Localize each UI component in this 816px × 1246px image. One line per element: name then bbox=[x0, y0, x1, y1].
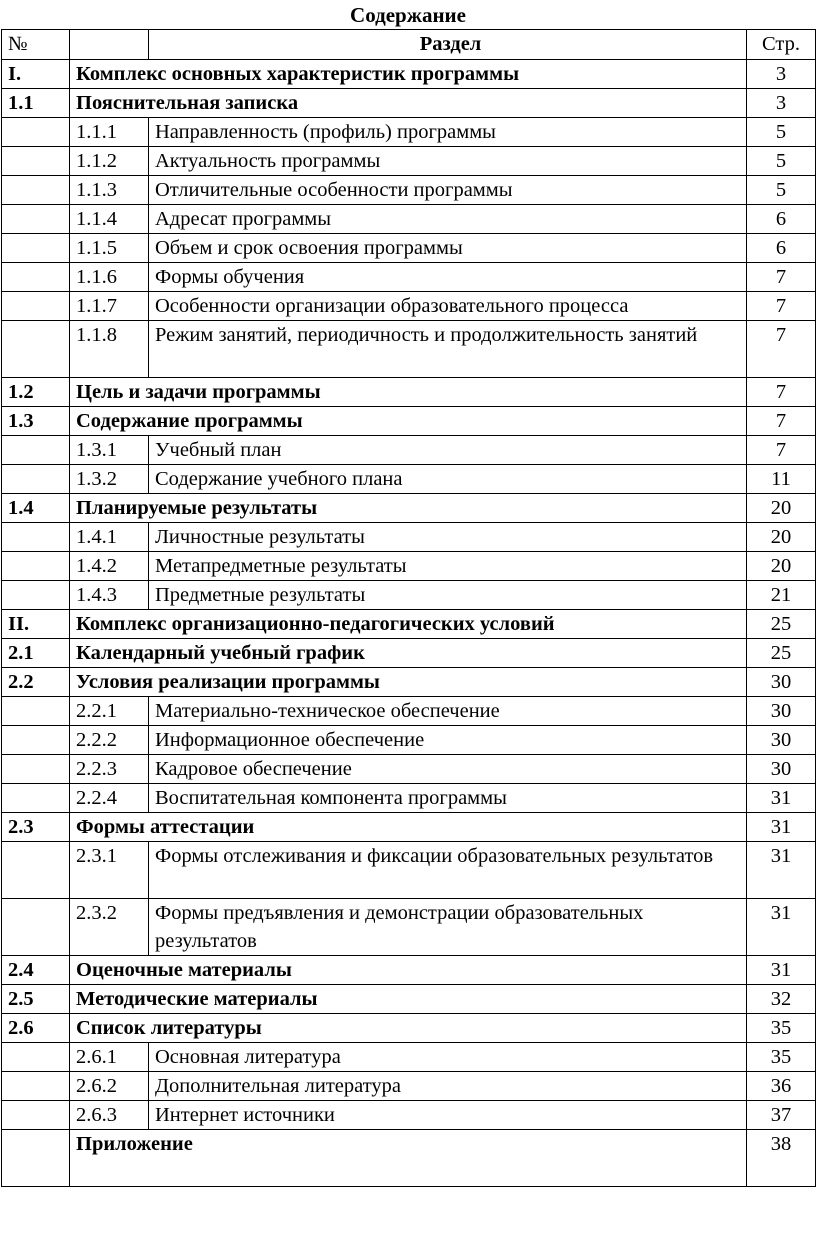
section-title: Методические материалы bbox=[70, 985, 747, 1014]
subsection-number: 2.2.1 bbox=[70, 697, 149, 726]
header-section: Раздел bbox=[149, 30, 747, 60]
section-number-empty bbox=[2, 899, 70, 956]
header-blank bbox=[70, 30, 149, 60]
subsection-number: 2.2.4 bbox=[70, 784, 149, 813]
subsection-number: 2.6.2 bbox=[70, 1072, 149, 1101]
toc-section-row bbox=[2, 985, 816, 1014]
subsection-title: Основная литература bbox=[149, 1043, 747, 1072]
subsection-number: 1.1.1 bbox=[70, 118, 149, 147]
section-number-empty bbox=[2, 784, 70, 813]
page-number: 7 bbox=[747, 263, 816, 292]
header-page: Стр. bbox=[747, 30, 816, 60]
toc-subsection-row bbox=[2, 899, 816, 956]
toc-subsection-row bbox=[2, 465, 816, 494]
toc-subsection-row bbox=[2, 118, 816, 147]
section-title: Комплекс основных характеристик программы bbox=[70, 60, 747, 89]
page-number: 36 bbox=[747, 1072, 816, 1101]
toc-table bbox=[1, 29, 816, 1187]
page-number: 7 bbox=[747, 378, 816, 407]
toc-subsection-row bbox=[2, 552, 816, 581]
subsection-title: Метапредметные результаты bbox=[149, 552, 747, 581]
toc-subsection-row bbox=[2, 436, 816, 465]
section-number: 1.1 bbox=[2, 89, 70, 118]
subsection-title: Объем и срок освоения программы bbox=[149, 234, 747, 263]
toc-section-row bbox=[2, 668, 816, 697]
subsection-number: 1.4.2 bbox=[70, 552, 149, 581]
section-number-empty bbox=[2, 697, 70, 726]
toc-subsection-row bbox=[2, 1072, 816, 1101]
subsection-title: Формы предъявления и демонстрации образовательных результатов bbox=[149, 899, 747, 956]
page-number: 32 bbox=[747, 985, 816, 1014]
section-number-empty bbox=[2, 205, 70, 234]
page-number: 31 bbox=[747, 842, 816, 899]
toc-header-row bbox=[2, 30, 816, 60]
page-number: 5 bbox=[747, 147, 816, 176]
section-number-empty bbox=[2, 321, 70, 378]
subsection-number: 2.3.2 bbox=[70, 899, 149, 956]
page-number: 25 bbox=[747, 610, 816, 639]
subsection-number: 1.1.6 bbox=[70, 263, 149, 292]
page-number: 5 bbox=[747, 176, 816, 205]
section-title: Цель и задачи программы bbox=[70, 378, 747, 407]
page-number: 25 bbox=[747, 639, 816, 668]
toc-subsection-row bbox=[2, 292, 816, 321]
subsection-number: 2.2.3 bbox=[70, 755, 149, 784]
subsection-title: Направленность (профиль) программы bbox=[149, 118, 747, 147]
page-number: 7 bbox=[747, 321, 816, 378]
toc-subsection-row bbox=[2, 581, 816, 610]
section-title: Календарный учебный график bbox=[70, 639, 747, 668]
subsection-number: 1.3.1 bbox=[70, 436, 149, 465]
toc-subsection-row bbox=[2, 147, 816, 176]
toc-section-row bbox=[2, 407, 816, 436]
section-number-empty bbox=[2, 1072, 70, 1101]
section-number: 2.4 bbox=[2, 956, 70, 985]
section-number-empty bbox=[2, 465, 70, 494]
subsection-title: Содержание учебного плана bbox=[149, 465, 747, 494]
toc-body bbox=[2, 30, 816, 1187]
section-title: Условия реализации программы bbox=[70, 668, 747, 697]
header-number: № bbox=[2, 30, 70, 60]
subsection-title: Информационное обеспечение bbox=[149, 726, 747, 755]
toc-section-row bbox=[2, 1130, 816, 1187]
subsection-title: Формы отслеживания и фиксации образовательных результатов bbox=[149, 842, 747, 899]
toc-section-row bbox=[2, 1014, 816, 1043]
page-number: 30 bbox=[747, 755, 816, 784]
page-number: 35 bbox=[747, 1043, 816, 1072]
section-number: 2.2 bbox=[2, 668, 70, 697]
section-title: Комплекс организационно-педагогических условий bbox=[70, 610, 747, 639]
subsection-title: Дополнительная литература bbox=[149, 1072, 747, 1101]
section-number-empty bbox=[2, 292, 70, 321]
section-number-empty bbox=[2, 436, 70, 465]
page-number: 20 bbox=[747, 494, 816, 523]
section-title: Пояснительная записка bbox=[70, 89, 747, 118]
toc-section-row bbox=[2, 956, 816, 985]
toc-subsection-row bbox=[2, 321, 816, 378]
toc-subsection-row bbox=[2, 784, 816, 813]
toc-section-row bbox=[2, 813, 816, 842]
page-number: 5 bbox=[747, 118, 816, 147]
section-number: 1.4 bbox=[2, 494, 70, 523]
subsection-number: 2.3.1 bbox=[70, 842, 149, 899]
page-number: 35 bbox=[747, 1014, 816, 1043]
section-number-empty bbox=[2, 147, 70, 176]
page-number: 31 bbox=[747, 956, 816, 985]
page-number: 6 bbox=[747, 234, 816, 263]
section-title: Оценочные материалы bbox=[70, 956, 747, 985]
toc-subsection-row bbox=[2, 1043, 816, 1072]
subsection-number: 1.1.3 bbox=[70, 176, 149, 205]
subsection-number: 2.2.2 bbox=[70, 726, 149, 755]
page-number: 30 bbox=[747, 726, 816, 755]
page-number: 20 bbox=[747, 552, 816, 581]
section-number-empty bbox=[2, 523, 70, 552]
page-number: 30 bbox=[747, 668, 816, 697]
page-number: 7 bbox=[747, 407, 816, 436]
page-number: 31 bbox=[747, 899, 816, 956]
subsection-title: Учебный план bbox=[149, 436, 747, 465]
subsection-title: Кадровое обеспечение bbox=[149, 755, 747, 784]
subsection-title: Особенности организации образовательного процесса bbox=[149, 292, 747, 321]
toc-section-row bbox=[2, 610, 816, 639]
toc-subsection-row bbox=[2, 755, 816, 784]
subsection-title: Актуальность программы bbox=[149, 147, 747, 176]
section-title: Содержание программы bbox=[70, 407, 747, 436]
page-number: 38 bbox=[747, 1130, 816, 1187]
subsection-title: Формы обучения bbox=[149, 263, 747, 292]
toc-subsection-row bbox=[2, 523, 816, 552]
toc-section-row bbox=[2, 494, 816, 523]
toc-section-row bbox=[2, 378, 816, 407]
subsection-title: Отличительные особенности программы bbox=[149, 176, 747, 205]
section-number-empty bbox=[2, 1043, 70, 1072]
section-number-empty bbox=[2, 118, 70, 147]
subsection-title: Режим занятий, периодичность и продолжительность занятий bbox=[149, 321, 747, 378]
subsection-number: 1.3.2 bbox=[70, 465, 149, 494]
toc-subsection-row bbox=[2, 263, 816, 292]
page-number: 30 bbox=[747, 697, 816, 726]
page-number: 6 bbox=[747, 205, 816, 234]
section-title: Список литературы bbox=[70, 1014, 747, 1043]
subsection-number: 2.6.3 bbox=[70, 1101, 149, 1130]
toc-subsection-row bbox=[2, 176, 816, 205]
section-number: 2.1 bbox=[2, 639, 70, 668]
section-number-empty bbox=[2, 755, 70, 784]
page-number: 31 bbox=[747, 813, 816, 842]
subsection-title: Воспитательная компонента программы bbox=[149, 784, 747, 813]
section-number-empty bbox=[2, 552, 70, 581]
toc-section-row bbox=[2, 639, 816, 668]
page-number: 3 bbox=[747, 89, 816, 118]
page-number: 11 bbox=[747, 465, 816, 494]
toc-subsection-row bbox=[2, 726, 816, 755]
subsection-number: 2.6.1 bbox=[70, 1043, 149, 1072]
toc-subsection-row bbox=[2, 697, 816, 726]
subsection-title: Интернет источники bbox=[149, 1101, 747, 1130]
page-number: 3 bbox=[747, 60, 816, 89]
section-number-empty bbox=[2, 726, 70, 755]
subsection-title: Материально-техническое обеспечение bbox=[149, 697, 747, 726]
section-number-empty bbox=[2, 842, 70, 899]
toc-subsection-row bbox=[2, 234, 816, 263]
section-number-empty bbox=[2, 263, 70, 292]
toc-section-row bbox=[2, 89, 816, 118]
page-number: 7 bbox=[747, 436, 816, 465]
subsection-title: Личностные результаты bbox=[149, 523, 747, 552]
subsection-number: 1.1.5 bbox=[70, 234, 149, 263]
subsection-number: 1.4.1 bbox=[70, 523, 149, 552]
section-number bbox=[2, 1130, 70, 1187]
section-number: 2.5 bbox=[2, 985, 70, 1014]
section-number-empty bbox=[2, 234, 70, 263]
subsection-number: 1.1.4 bbox=[70, 205, 149, 234]
section-number: 1.3 bbox=[2, 407, 70, 436]
page-number: 31 bbox=[747, 784, 816, 813]
section-number-empty bbox=[2, 176, 70, 205]
section-number: 1.2 bbox=[2, 378, 70, 407]
toc-section-row bbox=[2, 60, 816, 89]
subsection-title: Предметные результаты bbox=[149, 581, 747, 610]
page-number: 21 bbox=[747, 581, 816, 610]
section-number-empty bbox=[2, 581, 70, 610]
page-number: 20 bbox=[747, 523, 816, 552]
toc-subsection-row bbox=[2, 205, 816, 234]
section-number: II. bbox=[2, 610, 70, 639]
subsection-number: 1.1.7 bbox=[70, 292, 149, 321]
section-title: Формы аттестации bbox=[70, 813, 747, 842]
page-number: 7 bbox=[747, 292, 816, 321]
subsection-number: 1.4.3 bbox=[70, 581, 149, 610]
section-number-empty bbox=[2, 1101, 70, 1130]
section-number: 2.6 bbox=[2, 1014, 70, 1043]
document-title: Содержание bbox=[350, 3, 466, 27]
section-number: 2.3 bbox=[2, 813, 70, 842]
page-number: 37 bbox=[747, 1101, 816, 1130]
subsection-number: 1.1.2 bbox=[70, 147, 149, 176]
section-title: Приложение bbox=[70, 1130, 747, 1187]
toc-subsection-row bbox=[2, 1101, 816, 1130]
toc-subsection-row bbox=[2, 842, 816, 899]
subsection-title: Адресат программы bbox=[149, 205, 747, 234]
section-number: I. bbox=[2, 60, 70, 89]
section-title: Планируемые результаты bbox=[70, 494, 747, 523]
subsection-number: 1.1.8 bbox=[70, 321, 149, 378]
